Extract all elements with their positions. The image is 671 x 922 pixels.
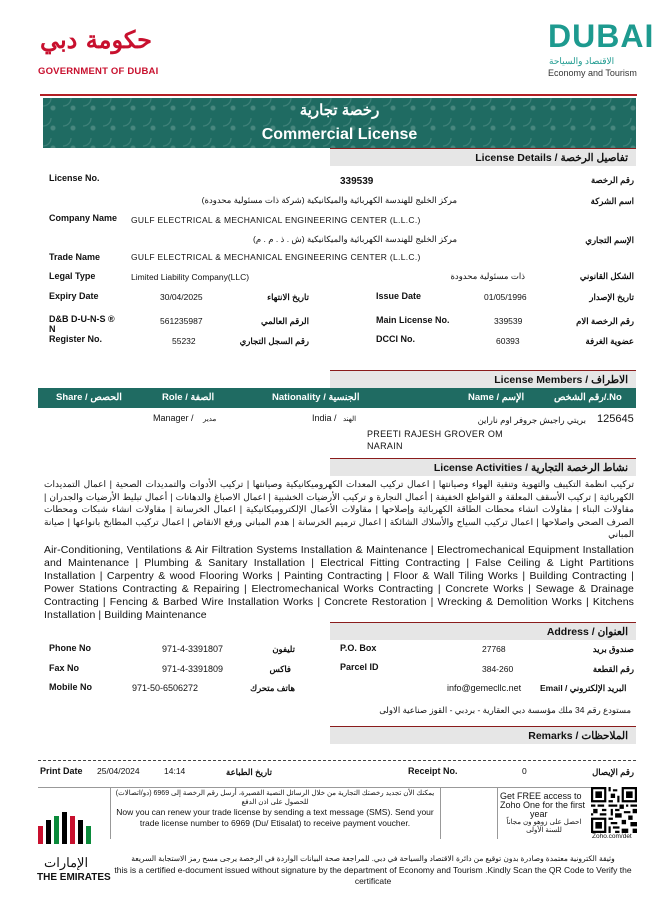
zoho-line2: Zoho One for the first bbox=[500, 800, 586, 810]
mobile-value: 971-50-6506272 bbox=[132, 683, 199, 693]
members-table-header bbox=[38, 388, 636, 408]
col-role: Role / الصفة bbox=[162, 392, 215, 403]
member-role: Manager / bbox=[153, 413, 194, 423]
duns-ar-label: الرقم العالمي bbox=[261, 316, 309, 326]
expiry-date-label: Expiry Date bbox=[49, 291, 99, 301]
receipt-label: Receipt No. bbox=[408, 766, 458, 776]
member-no: 125645 bbox=[597, 413, 634, 425]
legal-type-ar: ذات مسئولية محدودة bbox=[450, 271, 525, 281]
col-no: رقم الشخص/.No bbox=[554, 392, 622, 403]
trade-name-value: GULF ELECTRICAL & MECHANICAL ENGINEERING CENTER (L.L.C.) bbox=[131, 252, 421, 262]
member-nationality: India / bbox=[312, 413, 337, 423]
trade-name-ar-label: الإسم التجاري bbox=[585, 235, 634, 245]
fax-value: 971-4-3391809 bbox=[162, 664, 224, 674]
dcci-no-ar-label: عضوية الغرفة bbox=[585, 336, 634, 346]
main-license-ar-label: رقم الرخصة الام bbox=[576, 316, 634, 326]
activities-arabic: تركيب انظمة التكييف والتهوية وتنقية الهواء وصيانتها | اعمال تركيب المعدات الكهروميكانيكية وصيانتها | تركيب الأدوات والتمديدات الصحية | اعمال التمديدات الكهربائية | تركيب الأسقف المعلقة و القواطع الخفيفة | أعمال النجارة و تركيب الأرضيات الخشبية | اعمال الاصباغ والدهانات | أعمال تبليط الأرضيات والجدران | مقاولات البناء | مقاولات انشاء محطات الطاقة الكهربائية وإصلاحها | مقاولات الأعمال الإلكتروميكانيكية | اعمال الخرسانة | مقاولات انشاء شبكات ومحطات الصرف الصحي واصلاحها | اعمال تركيب السياج والأسلاك الشائكة | اعمال ترميم الخرسانة | هدم المباني ورفع الانقاض | اعمال تركيب المطابخ بانواعها | صيانة المباني bbox=[44, 479, 634, 539]
remarks-header: Remarks / الملاحظات bbox=[330, 726, 636, 744]
mobile-ar-label: هاتف متحرك bbox=[250, 683, 295, 693]
footer-separator-mid bbox=[440, 787, 441, 839]
register-no-value: 55232 bbox=[172, 336, 196, 346]
member-role-ar: مدير bbox=[203, 416, 217, 423]
company-name-label: Company Name bbox=[49, 213, 118, 223]
dcci-no-label: DCCI No. bbox=[376, 334, 415, 344]
print-date-label: Print Date bbox=[40, 766, 83, 776]
issue-date-ar-label: تاريخ الإصدار bbox=[589, 292, 634, 302]
license-no-ar-label: رقم الرخصة bbox=[590, 175, 634, 185]
member-nationality-ar: الهند bbox=[343, 416, 357, 423]
legal-type-ar-label: الشكل القانوني bbox=[579, 271, 634, 281]
duns-label: D&B D-U-N-S ® bbox=[49, 314, 115, 324]
pobox-ar-label: صندوق بريد bbox=[592, 644, 634, 654]
dubai-logo-arabic: الاقتصاد والسياحة bbox=[549, 56, 615, 66]
member-name-ar: بريتي راجيش جروفر اوم ناراين bbox=[477, 415, 586, 425]
main-license-value: 339539 bbox=[494, 316, 523, 326]
mobile-label: Mobile No bbox=[49, 682, 92, 692]
sms-arabic: يمكنك الأن تجديد رخصتك التجارية من خلال الرسائل النصية القصيرة، أرسل رقم الرخصة إلى 6969 (دو/اتصالات) للحصول على اذن الدفع bbox=[115, 790, 435, 806]
email-value[interactable]: info@gemecllc.net bbox=[447, 683, 522, 693]
trade-name-ar: مركز الخليج للهندسة الكهربائية والميكانيكية (ش . ذ . م . م) bbox=[253, 234, 457, 244]
receipt-value: 0 bbox=[522, 766, 527, 776]
parcel-value: 384-260 bbox=[482, 664, 514, 674]
main-license-label: Main License No. bbox=[376, 315, 450, 325]
member-name-line2: NARAIN bbox=[367, 441, 403, 451]
emirates-english: THE EMIRATES bbox=[37, 872, 111, 883]
print-date-ar-label: تاريخ الطباعة bbox=[226, 767, 272, 777]
legal-type-label: Legal Type bbox=[49, 271, 96, 281]
register-no-ar-label: رقم السجل التجاري bbox=[239, 336, 309, 346]
gov-dubai-logo-arabic: حكومة دبي bbox=[40, 25, 152, 54]
license-activities-header: License Activities / نشاط الرخصة التجارية bbox=[330, 458, 636, 476]
footer-separator-right bbox=[497, 787, 498, 839]
dubai-logo: DUBAI bbox=[548, 18, 655, 54]
company-name-value: GULF ELECTRICAL & MECHANICAL ENGINEERING CENTER (L.L.C.) bbox=[131, 215, 421, 225]
pobox-label: P.O. Box bbox=[340, 643, 377, 653]
address-header: Address / العنوان bbox=[330, 622, 636, 640]
duns-value: 561235987 bbox=[160, 316, 203, 326]
fax-label: Fax No bbox=[49, 663, 80, 673]
title-arabic: رخصة تجارية bbox=[299, 102, 380, 119]
footer-divider bbox=[38, 787, 636, 788]
zoho-line1: Get FREE access to bbox=[500, 791, 582, 801]
register-no-label: Register No. bbox=[49, 334, 103, 344]
issue-date-value: 01/05/1996 bbox=[484, 292, 527, 302]
expiry-date-value: 30/04/2025 bbox=[160, 292, 203, 302]
title-english: Commercial License bbox=[261, 126, 418, 143]
dcci-no-value: 60393 bbox=[496, 336, 520, 346]
issue-date-label: Issue Date bbox=[376, 291, 422, 301]
legal-type-value: Limited Liability Company(LLC) bbox=[131, 272, 250, 282]
zoho-line3: year bbox=[530, 809, 548, 819]
gov-dubai-logo-english: GOVERNMENT OF DUBAI bbox=[38, 66, 159, 77]
expiry-date-ar-label: تاريخ الانتهاء bbox=[267, 292, 309, 302]
print-date-value: 25/04/2024 bbox=[97, 766, 140, 776]
footer-separator-left bbox=[110, 787, 111, 839]
location-ar: مستودع رقم 34 ملك مؤسسة دبي العقارية - بردبي - القوز صناعية الاولى bbox=[379, 705, 631, 715]
col-nationality: Nationality / الجنسية bbox=[272, 392, 360, 403]
sms-english: Now you can renew your trade license by sending a text message (SMS). Send your trade license number to 6969 (Du/ Etisalat) to receive payment voucher. bbox=[116, 807, 434, 828]
parcel-label: Parcel ID bbox=[340, 662, 379, 672]
emirates-arabic: الإمارات bbox=[44, 855, 89, 870]
duns-label-2: N bbox=[49, 324, 56, 334]
license-no-label: License No. bbox=[49, 173, 100, 183]
col-name: Name / الإسم bbox=[468, 392, 525, 403]
pobox-value: 27768 bbox=[482, 644, 506, 654]
qr-caption: Zoho.com/det bbox=[592, 833, 632, 840]
company-name-ar-label: اسم الشركة bbox=[590, 196, 634, 206]
email-label: Email / البريد الإلكتروني bbox=[540, 683, 627, 693]
header-divider bbox=[40, 94, 637, 96]
license-no-value: 339539 bbox=[340, 176, 374, 187]
certificate-arabic: وثيقة الكترونية معتمدة وصادرة بدون توقيع من دائرة الاقتصاد والسياحة في دبي. للمراجعة صحة البيانات الواردة في الرخصة يرجى مسح رمز الاستجابة السريعة bbox=[131, 854, 615, 863]
trade-name-label: Trade Name bbox=[49, 252, 101, 262]
phone-ar-label: تليفون bbox=[272, 644, 295, 654]
company-name-ar: مركز الخليج للهندسة الكهربائية والميكانيكية (شركة ذات مسئولية محدودة) bbox=[201, 195, 457, 205]
member-name-line1: PREETI RAJESH GROVER OM bbox=[367, 429, 503, 439]
fax-ar-label: فاكس bbox=[269, 664, 291, 674]
license-members-header: License Members / الاطراف bbox=[330, 370, 636, 388]
qr-code[interactable] bbox=[591, 787, 637, 833]
activities-english: Air-Conditioning, Ventilations & Air Filtration Systems Installation & Maintenance | Electromechanical Equipment Installation and Maintenance | Plumbing & Sanitary Installation | Electrical Fitting Contracting | False Ceiling & Light Partitions Installation | Carpentry & wood Flooring Works | Painting Contracting | Floor & Wall Tiling Works | Building Contracting | Power Stations Contracting & Repairing | Electromechanical Works Contracting | Concrete Works | Sewage & Drainage Contracting | Fencing & Barbed Wire Installation Works | Concrete Restoration | Wrecking & Demolition Works | Kitchens Installation | Building Maintenance bbox=[44, 544, 634, 621]
certificate-english: this is a certified e-document issued without signature by the department of Economy and Tourism .Kindly Scan the QR Code to Verify the certificate bbox=[114, 865, 632, 886]
dubai-logo-english: Economy and Tourism bbox=[548, 68, 637, 78]
zoho-arabic: احصل على زوهو ون مجاناً للسنة الأولى bbox=[506, 819, 582, 834]
print-divider bbox=[38, 760, 636, 761]
phone-label: Phone No bbox=[49, 643, 91, 653]
print-time-value: 14:14 bbox=[164, 766, 186, 776]
license-details-header: License Details / تفاصيل الرخصة bbox=[330, 148, 636, 166]
col-share: Share / الحصص bbox=[56, 392, 122, 403]
receipt-ar-label: رقم الإيصال bbox=[592, 767, 634, 777]
phone-value: 971-4-3391807 bbox=[162, 644, 224, 654]
emirates-logo bbox=[36, 808, 100, 848]
parcel-ar-label: رقم القطعة bbox=[592, 664, 634, 674]
